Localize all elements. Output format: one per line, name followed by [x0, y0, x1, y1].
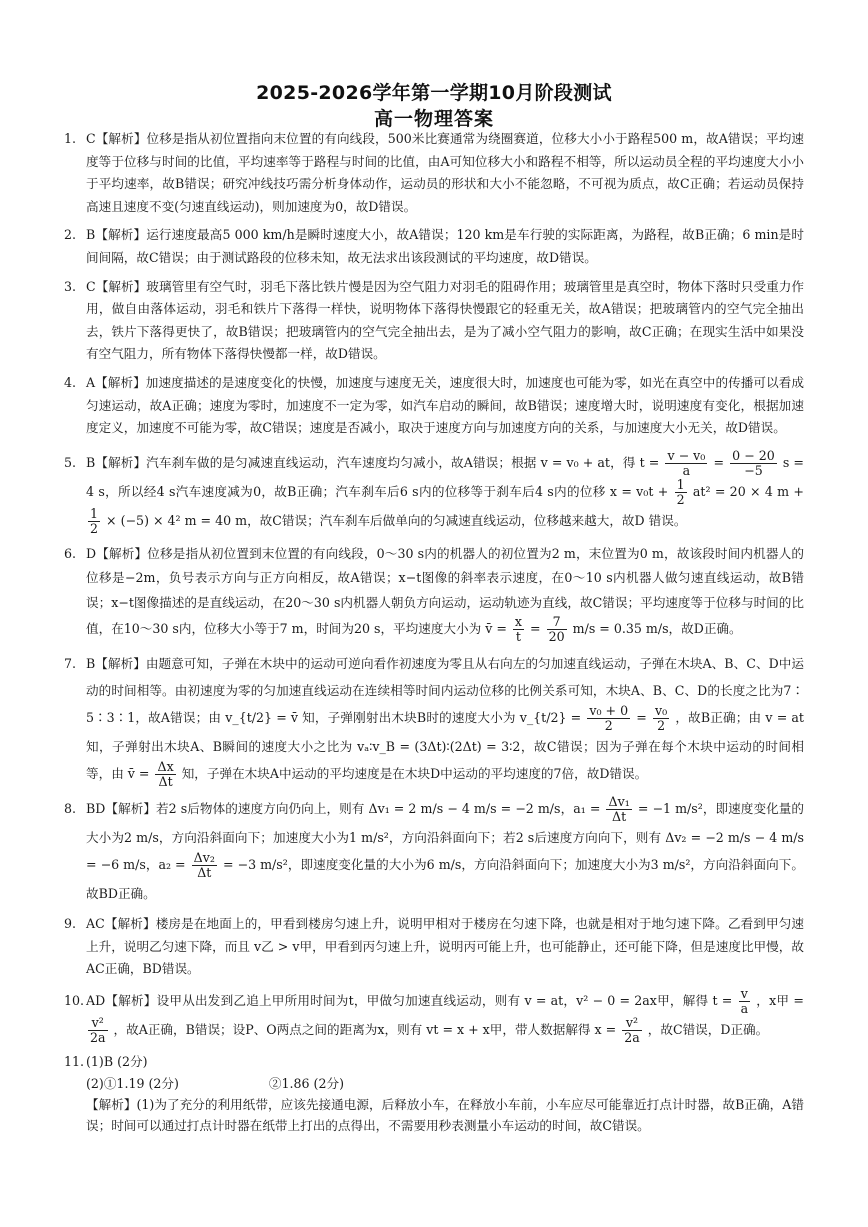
answer-item-7: 7. B【解析】由题意可知，子弹在木块中的运动可逆向看作初速度为零且从右向左的匀加速直线运动，子弹在木块A、B、C、D中运动的时间相等。由初速度为零的匀加速直线运动在连续相等时间内运动位移的比例关系可知，木块A、B、C、D的长度之比为7∶5∶3∶1，故A错误；由 v_{t/2} = v̄ 知，子弹刚射出木块B时的速度大小为 v_{t/2} = $\frac{\text{v₀ + 0}}{2}$ = $\frac{\text{v₀}}{2}$ ，故B正确；由 v = at 知，子弹射出木块A、B瞬间的速度大小之比为 vₐ∶v_B = (3Δt)∶(2Δt) = 3∶2，故C错误；因为子弹在每个木块中运动的时间相等，由 v̄ = $\frac{\Delta x}{\Delta t}$ 知，子弹在木块A中运动的平均速度是在木块D中运动的平均速度的7倍，故D错误。 — [64, 650, 804, 789]
answer-item-2 — [64, 224, 804, 269]
fraction: $\frac{\text{Δv₁}}{\Delta t}$ — [608, 794, 630, 825]
answer-text: at² = 20 × 4 m + — [692, 483, 804, 499]
answer-number: 9. — [64, 916, 77, 932]
answer-number: 11. — [64, 1054, 85, 1069]
fraction: $\frac{0 - 20}{-5}$ — [732, 447, 775, 478]
fraction: $\frac{\text{Δv₂}}{\Delta t}$ — [193, 850, 215, 881]
answer-text: m/s = 0.35 m/s，故D正确。 — [572, 621, 742, 637]
answer-text: 知，子弹在木块A中运动的平均速度是在木块D中运动的平均速度的7倍，故D错误。 — [181, 766, 648, 782]
answer-part-2: (2)①1.19 (2分) ②1.86 (2分) — [86, 1075, 344, 1091]
fraction: $\frac{\text{v²}}{2a}$ — [624, 1015, 640, 1045]
answer-text: A【解析】加速度描述的是速度变化的快慢，加速度与速度无关，速度很大时，加速度也可能为零，如光在真空中的传播可以看成匀速运动，故A正确；速度为零时，加速度不一定为零，如汽车启动的瞬间，故B错误；速度增大时，说明速度有变化，根据加速度定义，加速度不可能为零，故C错误；速度是否减小，取决于速度方向与加速度方向的关系，与加速度大小无关，故D错误。 — [86, 374, 804, 436]
document-subtitle: 高一物理答案 — [373, 108, 494, 130]
answer-text: AC【解析】楼房是在地面上的，甲看到楼房匀速上升，说明甲相对于楼房在匀速下降，也就是相对于地匀速下降。乙看到甲匀速上升，说明乙匀速下降，而且 v乙 > v甲，甲看到丙匀速上升，说明丙可能上升，也可能静止，还可能下降，但是速度比甲慢，故AC正确，BD错误。 — [86, 916, 804, 977]
fraction: $\frac{\Delta x}{\Delta t}$ — [157, 759, 174, 790]
answer-item-11 — [64, 1051, 804, 1136]
answer-text: × (−5) × 4² m = 40 m，故C错误；汽车刹车后做单向的匀减速直线运动，位移越来越大，故D — [106, 512, 645, 528]
answer-number: 6. — [64, 545, 77, 561]
answers-body — [64, 128, 804, 1136]
answer-item-9 — [64, 913, 804, 981]
answer-text: D【解析】位移是指从初位置到末位置的有向线段，0～30 s内的机器人的初位置为2 m，末位置为0 m，故该段时间内机器人的位移是−2m，负号表示方向与正方向相反，故A错误；x−t图像的斜率表示速度，在0～10 s内机器人做匀速直线运动，故B错误；x−t图像描述的是直线运动，在20～30 s内机器人朝负方向运动，运动轨迹为直线，故C错误；平均速度等于位移与时间的比值，在10～30 s内，位移大小等于7 m，时间为20 s，平均速度大小为 v̄ = — [86, 545, 804, 637]
answer-number: 8. — [64, 801, 77, 817]
answer-number: 4. — [64, 374, 77, 390]
answer-text: AD【解析】设甲从出发到乙追上甲所用时间为t，甲做匀加速直线运动，则有 v = at，v² − 0 = 2ax甲，解得 t = — [86, 993, 733, 1008]
answer-text: = −1 m/s²，即速度变化量的大小为2 m/s，方向沿斜面向下；加速度大小为1 m/s²，方向沿斜面向下；若2 s后速度方向向下，则有 Δv₂ = −2 m/s − 4 m/s = −6 m/s，a₂ = — [86, 801, 804, 873]
answer-number: 1. — [64, 131, 77, 146]
answer-text: BD【解析】若2 s后物体的速度方向仍向上，则有 Δv₁ = 2 m/s − 4 m/s = −2 m/s，a₁ = — [86, 801, 601, 817]
answer-text: s = 4 s，所以经4 s汽车速度减为0，故B正确；汽车刹车后6 s内的位移等于刹车后4 s内的位移 x = v₀t + — [86, 454, 804, 499]
answer-part-1: (1)B (2分) — [86, 1054, 148, 1069]
answer-text: B【解析】运行速度最高5 000 km/h是瞬时速度大小，故A错误；120 km是车行驶的实际距离，为路程，故B正确；6 min是时间间隔，故C错误；由于测试路段的位移未知，故无法求出该段测试的平均速度，故D错误。 — [86, 227, 804, 265]
answer-text: = −3 m/s²，即速度变化量的大小为6 m/s，方向沿斜面向下；加速度大小为3 m/s²，方向沿斜面向下。故BD正确。 — [86, 857, 804, 902]
fraction: $\frac{v}{a}$ — [740, 986, 749, 1016]
answer-number: 3. — [64, 278, 77, 294]
answer-number: 10. — [64, 993, 85, 1008]
fraction: $\frac{\text{v − v₀}}{a}$ — [667, 447, 706, 478]
answer-item-8 — [64, 795, 804, 907]
answer-number: 2. — [64, 227, 77, 243]
answer-text: ，故B正确；由 v = at 知，子弹射出木块A、B瞬间的速度大小之比为 vₐ∶v_B = (3Δt)∶(2Δt) = 3∶2，故C错误；因为子弹在每个木块中运动的时间相等，由 v̄ = — [86, 710, 804, 782]
answer-text: 错误。 — [648, 512, 687, 528]
fraction: $\frac{\text{v²}}{2a}$ — [90, 1015, 106, 1045]
document-title: 2025-2026学年第一学期10月阶段测试 — [256, 82, 612, 104]
answer-text: B【解析】汽车刹车做的是匀减速直线运动，汽车速度均匀减小，故A错误；根据 v = v₀ + at，得 t = — [86, 454, 660, 470]
answer-analysis: 【解析】(1)为了充分的利用纸带，应该先接通电源，后释放小车，在释放小车前，小车应尽可能靠近打点计时器，故B正确，A错误；时间可以通过打点计时器在纸带上打出的点得出，不需要用秒表测量小车运动的时间，故C错误。 — [86, 1096, 804, 1133]
answer-number: 7. — [64, 656, 77, 672]
answer-item-5: 5. B【解析】汽车刹车做的是匀减速直线运动，汽车速度均匀减小，故A错误；根据 v = v₀ + at，得 t = $\frac{\text{v − v₀}}{a}$ = $\frac{0 - 20}{-5}$ s = 4 s，所以经4 s汽车速度减为0，故B正确；汽车刹车后6 s内的位移等于刹车后4 s内的位移 x = v₀t + $\frac{1}{2}$ at² = 20 × 4 m + $\frac{1}{2}$ × (−5) × 4² m = 40 m，故C错误；汽车刹车后做单向的匀减速直线运动，位移越来越大，故D 错误。 — [64, 447, 804, 536]
answer-text: B【解析】由题意可知，子弹在木块中的运动可逆向看作初速度为零且从右向左的匀加速直线运动，子弹在木块A、B、C、D中运动的时间相等。由初速度为零的匀加速直线运动在连续相等时间内运动位移的比例关系可知，木块A、B、C、D的长度之比为7∶5∶3∶1，故A错误；由 v_{t/2} = v̄ 知，子弹刚射出木块B时的速度大小为 v_{t/2} = — [86, 656, 804, 726]
answer-item-3 — [64, 276, 804, 366]
fraction: $\frac{1}{2}$ — [90, 505, 99, 536]
answer-text: ，故C错误，D正确。 — [647, 1022, 769, 1037]
answer-item-4 — [64, 372, 804, 440]
fraction: $\frac{\text{v₀ + 0}}{2}$ — [589, 703, 629, 734]
answer-text: ，故A正确，B错误；设P、O两点之间的距离为x，则有 vt = x + x甲，带人数据解得 x = — [113, 1022, 617, 1037]
answer-item-6: 6. D【解析】位移是指从初位置到末位置的有向线段，0～30 s内的机器人的初位置为2 m，末位置为0 m，故该段时间内机器人的位移是−2m，负号表示方向与正方向相反，故A错误；x−t图像的斜率表示速度，在0～10 s内机器人做匀速直线运动，故B错误；x−t图像描述的是直线运动，在20～30 s内机器人朝负方向运动，运动轨迹为直线，故C错误；平均速度等于位移与时间的比值，在10～30 s内，位移大小等于7 m，时间为20 s，平均速度大小为 v̄ = $\frac{x}{t}$ = $\frac{7}{20}$ m/s = 0.35 m/s，故D正确。 — [64, 542, 804, 645]
answer-text: ，x甲 = — [756, 993, 804, 1008]
fraction: $\frac{x}{t}$ — [514, 614, 523, 645]
answer-text: C【解析】玻璃管里有空气时，羽毛下落比铁片慢是因为空气阻力对羽毛的阻碍作用；玻璃管里是真空时，物体下落时只受重力作用，做自由落体运动，羽毛和铁片下落得一样快，说明物体下落得快慢跟它的轻重无关，故A错误；把玻璃管内的空气完全抽出去，铁片下落得更快了，故B错误；把玻璃管内的空气完全抽出去，是为了减小空气阻力的影响，故C正确；在现实生活中如果没有空气阻力，所有物体下落得快慢都一样，故D错误。 — [86, 278, 804, 362]
fraction: $\frac{1}{2}$ — [676, 476, 685, 507]
answer-text: C【解析】位移是指从初位置指向末位置的有向线段，500米比赛通常为绕圈赛道，位移大小小于路程500 m，故A错误；平均速度等于位移与时间的比值，平均速率等于路程与时间的比值，由A可知位移大小和路程不相等，所以运动员全程的平均速度大小小于平均速率，故B错误；研究冲线技巧需分析身体动作，运动员的形状和大小不能忽略，不可视为质点，故C正确；若运动员保持高速且速度不变(匀速直线运动)，则加速度为0，故D错误。 — [86, 131, 804, 214]
answer-item-1 — [64, 128, 804, 218]
answer-item-10 — [64, 987, 804, 1045]
fraction: $\frac{7}{20}$ — [548, 614, 565, 645]
fraction: $\frac{\text{v₀}}{2}$ — [655, 703, 668, 734]
answer-number: 5. — [64, 454, 77, 470]
